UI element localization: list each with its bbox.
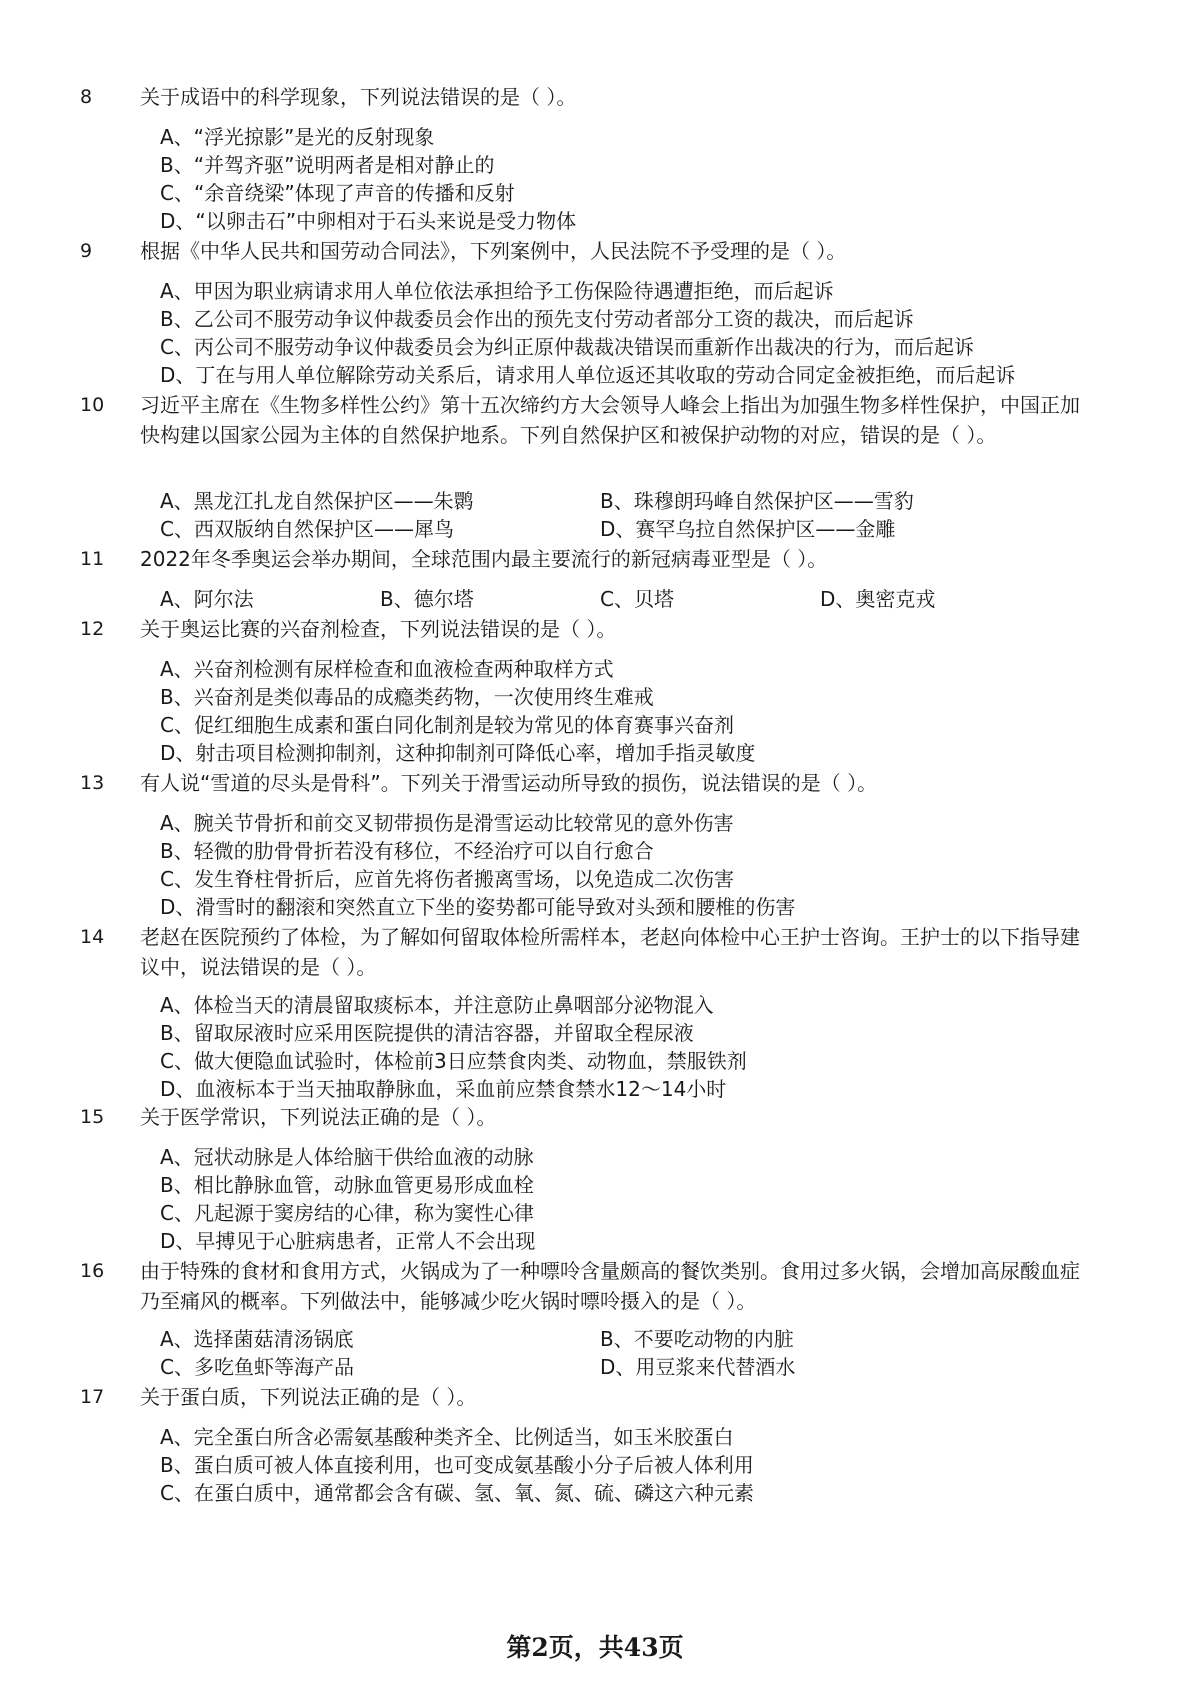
question-stem: 习近平主席在《生物多样性公约》第十五次缔约方大会领导人峰会上指出为加强生物多样性保护，中国正加快构建以国家公园为主体的自然保护地系。下列自然保护区和被保护动物的对应，错误的是（ ）。	[140, 393, 1080, 447]
option-d: D、“以卵击石”中卵相对于石头来说是受力物体	[160, 209, 577, 233]
option-d: D、用豆浆来代替酒水	[600, 1355, 796, 1379]
option-b: B、轻微的肋骨骨折若没有移位，不经治疗可以自行愈合	[160, 839, 654, 863]
question-stem: 2022年冬季奥运会举办期间，全球范围内最主要流行的新冠病毒亚型是（ ）。	[140, 547, 828, 571]
option-a: A、完全蛋白所含必需氨基酸种类齐全、比例适当，如玉米胶蛋白	[160, 1425, 734, 1449]
option-c: C、凡起源于窦房结的心律，称为窦性心律	[160, 1201, 534, 1225]
question-stem: 根据《中华人民共和国劳动合同法》，下列案例中，人民法院不予受理的是（ ）。	[140, 239, 847, 263]
question-number: 17	[80, 1386, 105, 1408]
option-c: C、贝塔	[600, 587, 674, 611]
option-c: C、“余音绕梁”体现了声音的传播和反射	[160, 181, 515, 205]
option-c: C、促红细胞生成素和蛋白同化制剂是较为常见的体育赛事兴奋剂	[160, 713, 734, 737]
option-b: B、留取尿液时应采用医院提供的清洁容器，并留取全程尿液	[160, 1021, 694, 1045]
question-stem: 有人说“雪道的尽头是骨科”。下列关于滑雪运动所导致的损伤，说法错误的是（ ）。	[140, 771, 878, 795]
option-a: A、甲因为职业病请求用人单位依法承担给予工伤保险待遇遭拒绝，而后起诉	[160, 279, 834, 303]
option-a: A、阿尔法	[160, 587, 254, 611]
option-d: D、早搏见于心脏病患者，正常人不会出现	[160, 1229, 536, 1253]
option-d: D、射击项目检测抑制剂，这种抑制剂可降低心率，增加手指灵敏度	[160, 741, 756, 765]
question-number: 11	[80, 548, 105, 570]
option-a: A、黑龙江扎龙自然保护区——朱鹮	[160, 489, 474, 513]
option-b: B、乙公司不服劳动争议仲裁委员会作出的预先支付劳动者部分工资的裁决，而后起诉	[160, 307, 914, 331]
option-c: C、发生脊柱骨折后，应首先将伤者搬离雪场，以免造成二次伤害	[160, 867, 734, 891]
option-b: B、兴奋剂是类似毒品的成瘾类药物，一次使用终生难戒	[160, 685, 654, 709]
option-c: C、西双版纳自然保护区——犀鸟	[160, 517, 454, 541]
option-d: D、血液标本于当天抽取静脉血，采血前应禁食禁水12～14小时	[160, 1077, 727, 1101]
question-number: 14	[80, 926, 105, 948]
option-c: C、多吃鱼虾等海产品	[160, 1355, 354, 1379]
option-b: B、蛋白质可被人体直接利用，也可变成氨基酸小分子后被人体利用	[160, 1453, 754, 1477]
question-stem: 关于医学常识，下列说法正确的是（ ）。	[140, 1105, 497, 1129]
option-b: B、德尔塔	[380, 587, 474, 611]
option-a: A、冠状动脉是人体给脑干供给血液的动脉	[160, 1145, 534, 1169]
option-d: D、赛罕乌拉自然保护区——金雕	[600, 517, 896, 541]
question-number: 9	[80, 240, 93, 262]
question-stem: 由于特殊的食材和食用方式，火锅成为了一种嘌呤含量颇高的餐饮类别。食用过多火锅，会增加高尿酸血症乃至痛风的概率。下列做法中，能够减少吃火锅时嘌呤摄入的是（ ）。	[140, 1259, 1080, 1313]
question-number: 8	[80, 86, 93, 108]
option-a: A、选择菌菇清汤锅底	[160, 1327, 354, 1351]
option-c: C、做大便隐血试验时，体检前3日应禁食肉类、动物血，禁服铁剂	[160, 1049, 747, 1073]
question-number: 10	[80, 394, 105, 416]
question-number: 12	[80, 618, 105, 640]
question-stem: 关于成语中的科学现象，下列说法错误的是（ ）。	[140, 85, 577, 109]
page-footer: 第2页，共43页	[506, 1633, 684, 1662]
option-a: A、体检当天的清晨留取痰标本，并注意防止鼻咽部分泌物混入	[160, 993, 714, 1017]
question-number: 13	[80, 772, 105, 794]
option-d: D、奥密克戎	[820, 587, 936, 611]
option-d: D、滑雪时的翻滚和突然直立下坐的姿势都可能导致对头颈和腰椎的伤害	[160, 895, 796, 919]
option-b: B、不要吃动物的内脏	[600, 1327, 794, 1351]
option-d: D、丁在与用人单位解除劳动关系后，请求用人单位返还其收取的劳动合同定金被拒绝，而后起诉	[160, 363, 1016, 387]
option-a: A、“浮光掠影”是光的反射现象	[160, 125, 435, 149]
option-c: C、在蛋白质中，通常都会含有碳、氢、氧、氮、硫、磷这六种元素	[160, 1481, 754, 1505]
option-b: B、珠穆朗玛峰自然保护区——雪豹	[600, 489, 914, 513]
option-a: A、兴奋剂检测有尿样检查和血液检查两种取样方式	[160, 657, 614, 681]
option-b: B、“并驾齐驱”说明两者是相对静止的	[160, 153, 495, 177]
question-number: 15	[80, 1106, 105, 1128]
question-number: 16	[80, 1260, 105, 1282]
question-stem: 老赵在医院预约了体检，为了解如何留取体检所需样本，老赵向体检中心王护士咨询。王护士的以下指导建议中，说法错误的是（ ）。	[140, 925, 1080, 979]
question-stem: 关于奥运比赛的兴奋剂检查，下列说法错误的是（ ）。	[140, 617, 617, 641]
option-a: A、腕关节骨折和前交叉韧带损伤是滑雪运动比较常见的意外伤害	[160, 811, 734, 835]
option-b: B、相比静脉血管，动脉血管更易形成血栓	[160, 1173, 534, 1197]
option-c: C、丙公司不服劳动争议仲裁委员会为纠正原仲裁裁决错误而重新作出裁决的行为，而后起诉	[160, 335, 974, 359]
question-stem: 关于蛋白质，下列说法正确的是（ ）。	[140, 1385, 477, 1409]
